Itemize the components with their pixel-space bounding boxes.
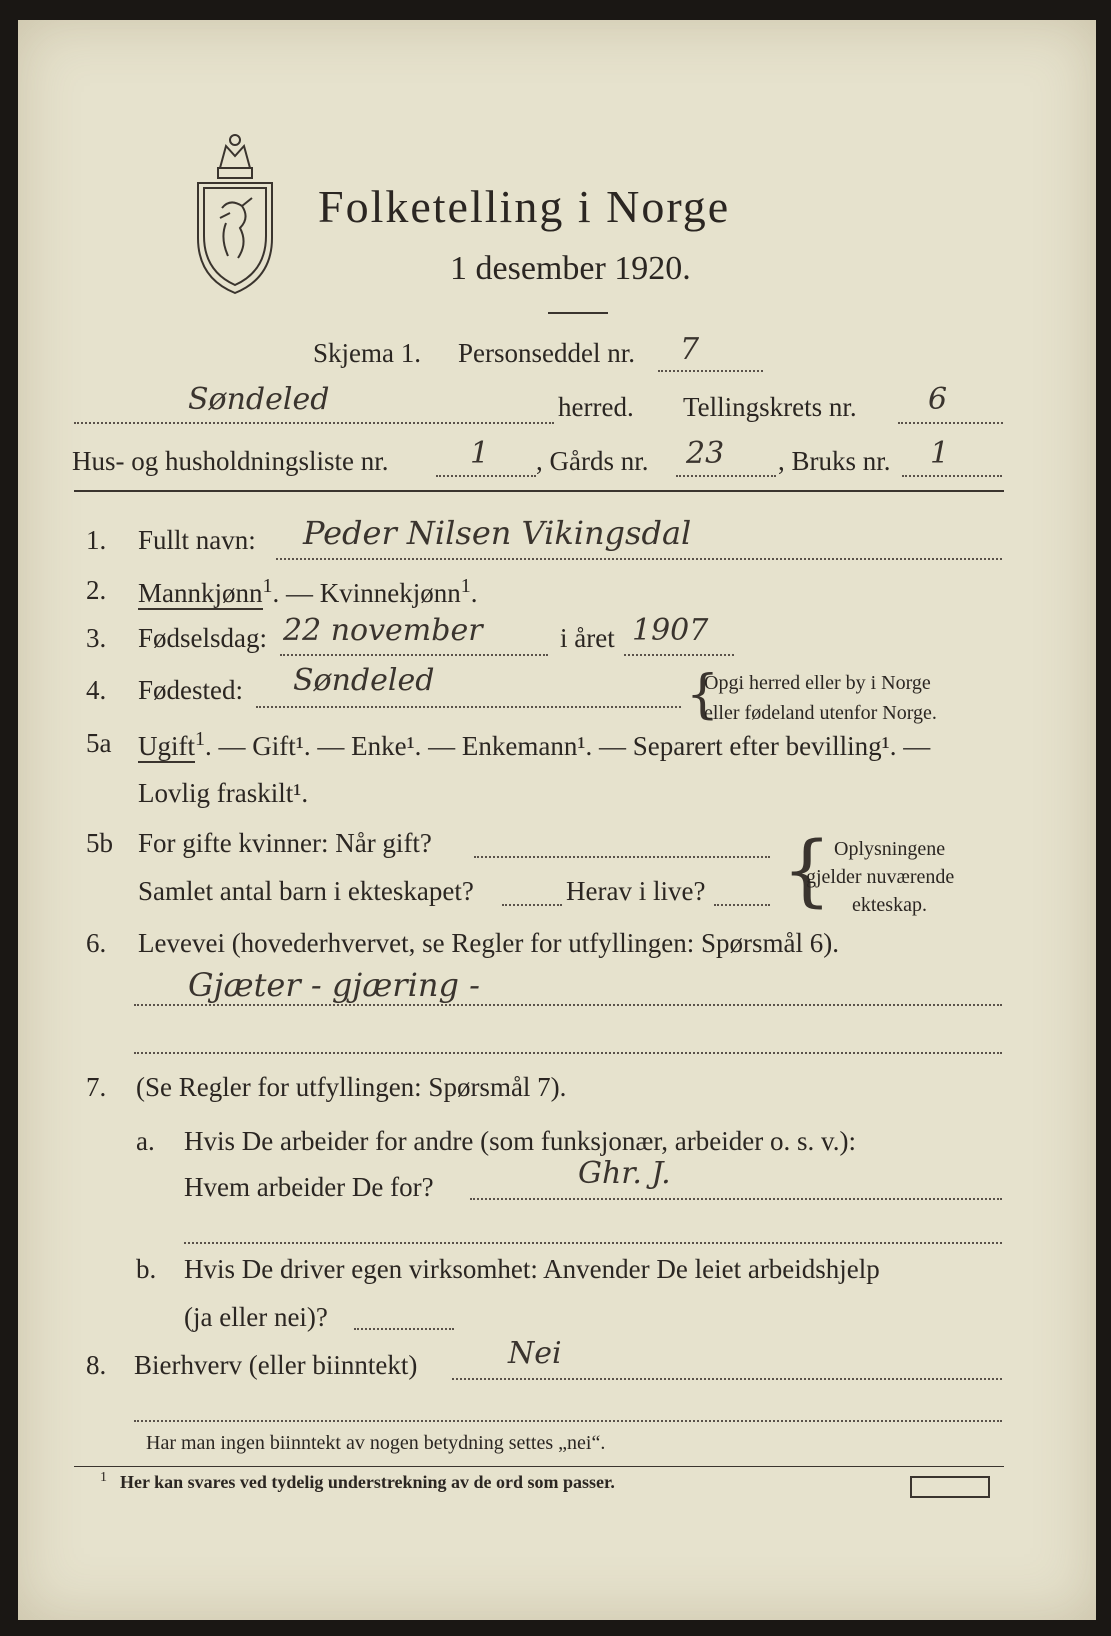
herred-line bbox=[74, 422, 554, 424]
q1-line bbox=[276, 558, 1002, 560]
q4-line bbox=[256, 706, 681, 708]
q5b-number: 5b bbox=[86, 828, 113, 858]
norway-coat-of-arms-icon bbox=[190, 128, 280, 298]
q3-year-label: i året bbox=[560, 623, 615, 653]
personseddel-line bbox=[658, 370, 763, 372]
q4-note-line2: eller fødeland utenfor Norge. bbox=[704, 702, 937, 724]
q4-number: 4. bbox=[86, 675, 107, 705]
q7b-help-label: (ja eller nei)? bbox=[184, 1302, 328, 1332]
q7b-letter: b. bbox=[136, 1254, 157, 1284]
q5b-note-line1: Oplysningene bbox=[834, 838, 946, 860]
q2-male-option: Mannkjønn bbox=[138, 578, 263, 608]
q3-day-line bbox=[280, 654, 548, 656]
q7a-line1 bbox=[470, 1198, 1002, 1200]
tellingskrets-line bbox=[898, 422, 1003, 424]
bruks-value: 1 bbox=[930, 436, 950, 471]
q5a-line2: Lovlig fraskilt¹. bbox=[138, 778, 309, 808]
q5b-children-label: Samlet antal barn i ekteskapet? bbox=[138, 876, 474, 906]
q2-female-option: Kvinnekjønn bbox=[319, 578, 461, 608]
q5b-children-line bbox=[502, 904, 562, 906]
tellingskrets-label: Tellingskrets nr. bbox=[683, 392, 857, 422]
q7b-line bbox=[354, 1328, 454, 1330]
q8-line2 bbox=[134, 1420, 1002, 1422]
q8-line1 bbox=[452, 1378, 1002, 1380]
q2-number: 2. bbox=[86, 575, 107, 605]
q1-value-full-name: Peder Nilsen Vikingsdal bbox=[303, 514, 692, 552]
q5b-alive-line bbox=[714, 904, 770, 906]
q5b-brace: { bbox=[782, 826, 832, 916]
q6-number: 6. bbox=[86, 928, 107, 958]
q4-birthplace-value: Søndeled bbox=[293, 663, 435, 698]
q3-label: Fødselsdag: bbox=[138, 623, 268, 653]
husliste-value: 1 bbox=[470, 436, 490, 471]
printer-stamp bbox=[910, 1476, 990, 1498]
q6-line2 bbox=[134, 1052, 1002, 1054]
q7-number: 7. bbox=[86, 1072, 107, 1102]
gards-label: , Gårds nr. bbox=[536, 446, 649, 476]
gards-line bbox=[676, 475, 776, 477]
q5a-number: 5a bbox=[86, 728, 112, 758]
q5a-marital-options: Ugift$^1$. — Gift¹. — Enke¹. — Enkemann¹. — Separert efter bevilling¹. — bbox=[138, 728, 931, 761]
husliste-line bbox=[436, 475, 536, 477]
q7a-line2 bbox=[184, 1242, 1002, 1244]
form-title: Folketelling i Norge bbox=[318, 181, 731, 232]
q8-number: 8. bbox=[86, 1350, 107, 1380]
census-form-sheet bbox=[18, 20, 1096, 1620]
census-date: 1 desember 1920. bbox=[450, 250, 691, 287]
q7a-employer-label: Hvem arbeider De for? bbox=[184, 1172, 434, 1202]
bruks-label: , Bruks nr. bbox=[778, 446, 891, 476]
q6-occupation-value: Gjæter - gjæring - bbox=[188, 966, 480, 1004]
herred-label: herred. bbox=[558, 392, 634, 422]
q7b-label: Hvis De driver egen virksomhet: Anvender De leiet arbeidshjelp bbox=[184, 1254, 880, 1284]
bruks-line bbox=[902, 475, 1002, 477]
q1-number: 1. bbox=[86, 525, 107, 555]
q5b-note-line2: gjelder nuværende bbox=[806, 866, 955, 888]
q4-label: Fødested: bbox=[138, 675, 243, 705]
q2-sex-options: Mannkjønn$^1$. — Kvinnekjønn$^1$. bbox=[138, 575, 478, 608]
footnote-number: 1 bbox=[100, 1470, 107, 1485]
q5b-note-line3: ekteskap. bbox=[852, 894, 927, 916]
q1-label: Fullt navn: bbox=[138, 525, 256, 555]
nei-note: Har man ingen biinntekt av nogen betydning settes „nei“. bbox=[146, 1432, 606, 1454]
footnote-text: Her kan svares ved tydelig understrekning av de ord som passer. bbox=[120, 1472, 615, 1492]
q7-label: (Se Regler for utfyllingen: Spørsmål 7). bbox=[136, 1072, 567, 1102]
herred-value: Søndeled bbox=[188, 382, 330, 417]
title-divider bbox=[548, 312, 608, 314]
header-separator bbox=[74, 490, 1004, 492]
q8-value: Nei bbox=[508, 1336, 562, 1371]
q7a-letter: a. bbox=[136, 1126, 155, 1156]
q5a-ugift-option: Ugift bbox=[138, 731, 195, 761]
q3-number: 3. bbox=[86, 623, 107, 653]
q4-note-line1: Opgi herred eller by i Norge bbox=[704, 672, 931, 694]
q5b-alive-label: Herav i live? bbox=[566, 876, 706, 906]
personseddel-label: Personseddel nr. bbox=[458, 338, 635, 368]
q3-birthday-value: 22 november bbox=[283, 613, 483, 648]
q3-year-value: 1907 bbox=[632, 613, 709, 648]
husliste-label: Hus- og husholdningsliste nr. bbox=[72, 446, 389, 476]
footnote-separator bbox=[74, 1466, 1004, 1467]
q5b-label: For gifte kvinner: Når gift? bbox=[138, 828, 432, 858]
q4-brace: { bbox=[686, 665, 720, 725]
tellingskrets-value: 6 bbox=[928, 382, 948, 417]
q8-label: Bierhverv (eller biinntekt) bbox=[134, 1350, 418, 1380]
q3-year-line bbox=[624, 654, 734, 656]
q6-line1 bbox=[134, 1004, 1002, 1006]
personseddel-value: 7 bbox=[680, 332, 700, 367]
q5b-when-line bbox=[474, 856, 770, 858]
skjema-label: Skjema 1. bbox=[313, 338, 421, 368]
q6-label: Levevei (hovederhvervet, se Regler for utfyllingen: Spørsmål 6). bbox=[138, 928, 840, 958]
q7a-label: Hvis De arbeider for andre (som funksjonær, arbeider o. s. v.): bbox=[184, 1126, 856, 1156]
gards-value: 23 bbox=[686, 436, 725, 471]
q7a-employer-value: Ghr. J. bbox=[578, 1156, 671, 1191]
